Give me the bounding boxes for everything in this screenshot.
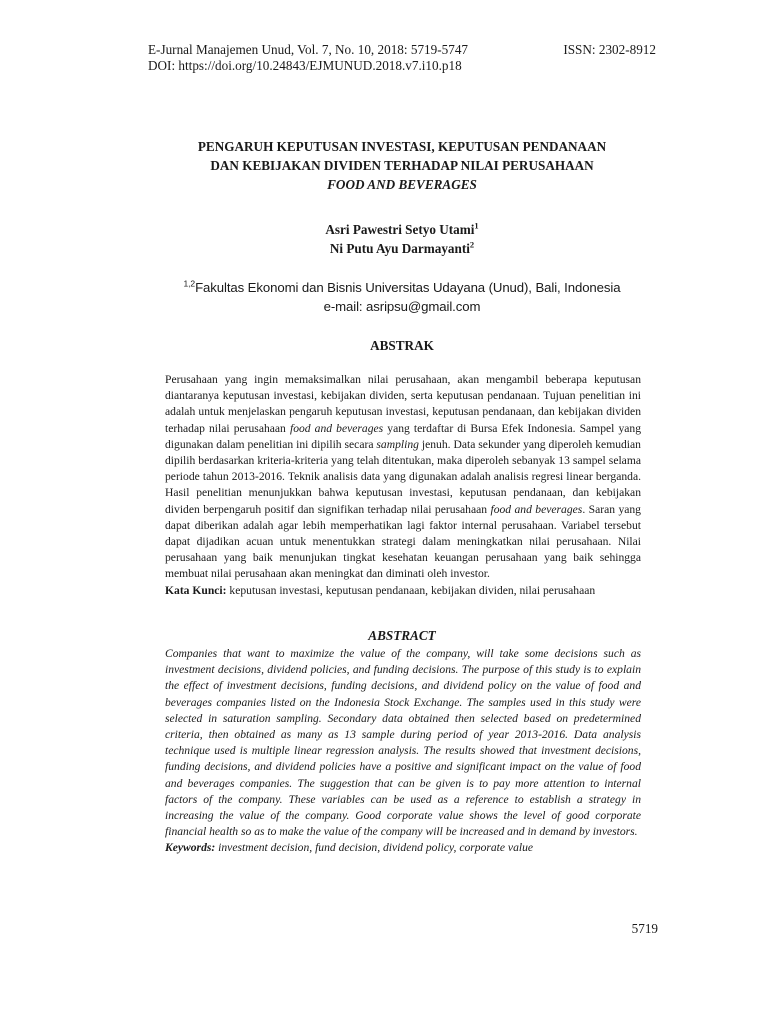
author-name: Ni Putu Ayu Darmayanti	[329, 241, 470, 256]
abstract-heading: ABSTRACT	[368, 628, 436, 643]
issn: ISSN: 2302-8912	[563, 42, 656, 57]
author-name: Asri Pawestri Setyo Utami	[325, 222, 475, 237]
author-sup: 2	[469, 239, 475, 250]
author-sup: 1	[474, 220, 479, 231]
journal-citation: E-Jurnal Manajemen Unud, Vol. 7, No. 10, 2018: 5719-5747	[148, 42, 469, 57]
affiliation	[148, 278, 656, 316]
title-line-2: DAN KEBIJAKAN DIVIDEN TERHADAP NILAI PERUSAHAAN	[210, 158, 594, 173]
abstrak-heading: ABSTRAK	[370, 338, 434, 353]
doi-link[interactable]: DOI: https://doi.org/10.24843/EJMUNUD.2018.v7.i10.p18	[148, 58, 462, 73]
title-line-3: FOOD AND BEVERAGES	[327, 177, 477, 192]
abstract-body: Companies that want to maximize the value of the company, will take some decisions such as investment decisions, dividend policies, and funding decisions. The purpose of this study is to explain the effect of investment decisions, funding decisions, and dividend policy on the value of food and beverages companies listed on the Indonesia Stock Exchange. The samples used in this study were selected in saturation sampling. Secondary data obtained then selected based on predetermined criteria, then obtained as many as 13 sample during period of year 2013-2016. Data analysis technique used is multiple linear regression analysis. The results showed that investment decisions, funding decisions, and dividend policies have a positive and significant impact on the value of food and beverages companies. The suggestion that can be given is to pay more attention to internal factors of the company. These variables can be used as a reference to establish a strategy in increasing the value of the company. Good corporate value shows the level of good corporate financial health so as to make the value of the company will be increased and in demand by investors. Keywords: investment decision, fund decision, dividend policy, corporate value	[165, 646, 641, 857]
title-line-1: PENGARUH KEPUTUSAN INVESTASI, KEPUTUSAN PENDANAAN	[197, 139, 607, 154]
abstrak-keywords: Kata Kunci: keputusan investasi, keputusan pendanaan, kebijakan dividen, nilai perusahaan	[165, 583, 596, 597]
affiliation-sup: 1,2	[183, 278, 196, 289]
page-number: 5719	[631, 921, 658, 936]
abstrak-body: Perusahaan yang ingin memaksimalkan nilai perusahaan, akan mengambil beberapa keputusan diantaranya keputusan investasi, kebijakan dividen, serta keputusan pendanaan. Tujuan penelitian ini adalah untuk menjelaskan pengaruh keputusan investasi, keputusan pendanaan, dan kebijakan dividen terhadap nilai perusahaan food and beverages yang terdaftar di Bursa Efek Indonesia. Sampel yang digunakan dalam penelitian ini dipilih secara sampling jenuh. Data sekunder yang diperoleh kemudian dipilih berdasarkan kriteria-kriteria yang telah ditentukan, maka diperoleh sebanyak 13 sampel selama periode tahun 2013-2016. Teknik analisis data yang digunakan adalah analisis regresi linear berganda. Hasil penelitian menunjukkan bahwa keputusan investasi, keputusan pendanaan, dan kebijakan dividen berpengaruh positif dan signifikan terhadap nilai perusahaan food and beverages. Saran yang dapat diberikan adalah agar lebih memperhatikan lagi faktor internal perusahaan. Variabel tersebut dapat dijadikan acuan untuk menentukkan strategi dalam meningkatkan nilai perusahaan. Nilai perusahaan yang baik menunjukan tingkat kesehatan keuangan perusahaan yang baik sehingga membuat nilai perusahaan akan meningkat dan diminati oleh investor. Kata Kunci: keputusan investasi, keputusan pendanaan, kebijakan dividen, nilai perusahaan	[165, 372, 641, 599]
affiliation-text: Fakultas Ekonomi dan Bisnis Universitas Udayana (Unud), Bali, Indonesia	[195, 280, 621, 295]
author-1	[148, 220, 656, 239]
email[interactable]: e-mail: asripsu@gmail.com	[323, 299, 481, 314]
author-2	[148, 239, 656, 258]
abstract-keywords: Keywords: investment decision, fund decision, dividend policy, corporate value	[165, 841, 534, 855]
author-list	[148, 220, 656, 258]
paper-title	[148, 137, 656, 194]
